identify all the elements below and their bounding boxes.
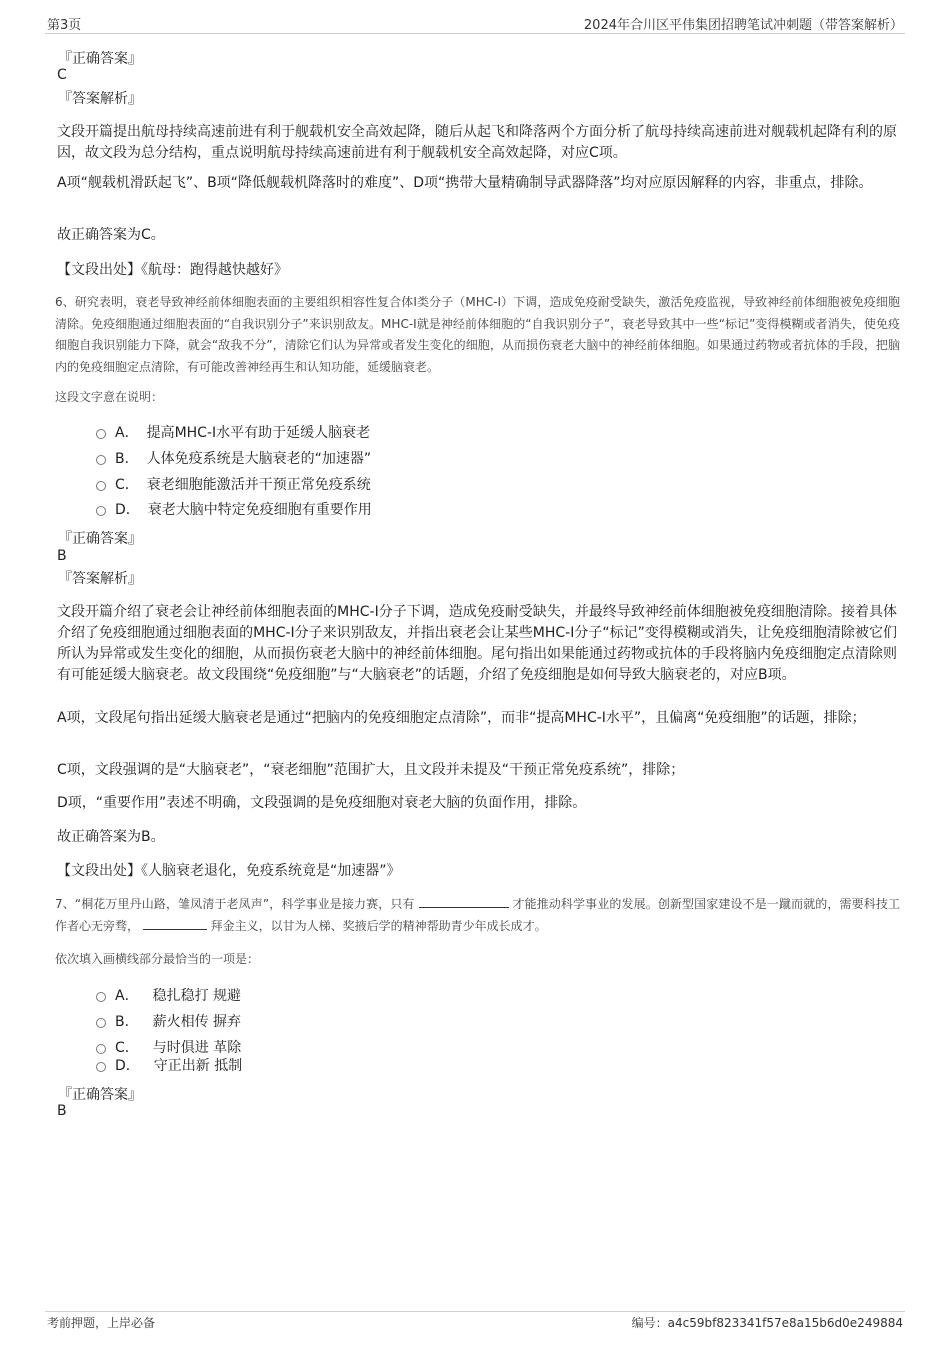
option-letter: C． <box>115 477 139 493</box>
radio-icon[interactable] <box>96 455 106 465</box>
radio-icon[interactable] <box>96 481 106 491</box>
option-letter: C． <box>115 1040 139 1056</box>
option-text: 人体免疫系统是大脑衰老的“加速器” <box>146 451 372 467</box>
option-letter: D． <box>115 502 140 518</box>
q5-analysis-paragraph-1: 文段开篇提出航母持续高速前进有利于舰载机安全高效起降，随后从起飞和降落两个方面分析了航母持续高速前进对舰载机起降有利的原因，故文段为总分结构，重点说明航母持续高速前进有利于舰载机安全高效起降，对应C项。 <box>57 124 897 161</box>
q5-answer: C <box>57 67 67 83</box>
option-text: 与时俱进 革除 <box>152 1040 242 1056</box>
option-text: 守正出新 抵制 <box>153 1058 243 1074</box>
document-code: 编号：a4c59bf823341f57e8a15b6d0e249884 <box>631 1316 903 1330</box>
document-title: 2024年合川区平伟集团招聘笔试冲刺题（带答案解析） <box>583 18 903 33</box>
q6-stem: 6、研究表明，衰老导致神经前体细胞表面的主要组织相容性复合体I类分子（MHC-I）下调，造成免疫耐受缺失，激活免疫监视，导致神经前体细胞被免疫细胞清除。免疫细胞通过细胞表面的“自我识别分子”来识别敌友。MHC-I就是神经前体细胞的“自我识别分子”，衰老导致其中一些“标记”变得模糊或者消失，使免疫细胞自我识别能力下降，就会“敌我不分”，清除它们认为异常或者发生变化的细胞，从而损伤衰老大脑中的神经前体细胞。如果通过药物或者抗体的手段，把脑内的免疫细胞定点清除，有可能改善神经再生和认知功能，延缓脑衰老。 <box>55 295 900 374</box>
q7-stem <box>55 894 900 937</box>
q6-option-a[interactable] <box>96 422 370 442</box>
option-text: 提高MHC-I水平有助于延缓人脑衰老 <box>146 425 371 441</box>
footer-divider <box>45 1311 905 1312</box>
q6-answer: B <box>57 548 67 564</box>
q6-prompt: 这段文字意在说明： <box>55 390 164 404</box>
radio-icon[interactable] <box>96 992 106 1002</box>
radio-icon[interactable] <box>96 1062 106 1072</box>
header-divider <box>45 33 905 34</box>
q5-analysis-paragraph-3: 故正确答案为C。 <box>57 227 165 243</box>
q7-option-a[interactable] <box>96 985 241 1005</box>
q6-option-b[interactable] <box>96 448 371 468</box>
q5-source: 【文段出处】《航母：跑得越快越好》 <box>57 262 288 278</box>
q6-answer-label: 『正确答案』 <box>58 531 142 547</box>
q7-stem-part-1: 7、“桐花万里丹山路，雏凤清于老凤声”，科学事业是接力赛，只有 <box>55 897 415 911</box>
option-letter: D． <box>115 1058 140 1074</box>
q6-option-d[interactable] <box>96 499 372 519</box>
radio-icon[interactable] <box>96 429 106 439</box>
q6-option-c[interactable] <box>96 474 371 494</box>
option-letter: B． <box>115 451 139 467</box>
q5-analysis-paragraph-2: A项“舰载机滑跃起飞”、B项“降低舰载机降落时的难度”、D项“携带大量精确制导武器降落”均对应原因解释的内容，非重点，排除。 <box>57 175 873 191</box>
option-text: 衰老大脑中特定免疫细胞有重要作用 <box>147 502 372 518</box>
q6-analysis-label: 『答案解析』 <box>58 571 142 587</box>
option-text: 稳扎稳打 规避 <box>152 988 242 1004</box>
radio-icon[interactable] <box>96 506 106 516</box>
option-text: 衰老细胞能激活并干预正常免疫系统 <box>146 477 371 493</box>
fill-blank-1 <box>419 895 509 908</box>
q6-analysis-paragraph-5: 故正确答案为B。 <box>57 829 165 845</box>
q6-source: 【文段出处】《人脑衰老退化，免疫系统竟是“加速器”》 <box>57 863 401 879</box>
q7-prompt: 依次填入画横线部分最恰当的一项是： <box>55 952 260 966</box>
q7-stem-part-2: 才能推动科学事业的发展。创新型国家建设不是一蹴而就的，需要科技工作者心无旁骛， <box>55 897 900 933</box>
footer-slogan: 考前押题，上岸必备 <box>47 1316 156 1330</box>
q6-analysis-paragraph-3: C项，文段强调的是“大脑衰老”，“衰老细胞”范围扩大，且文段并未提及“干预正常免疫系统”，排除； <box>57 762 685 778</box>
q7-option-d[interactable] <box>96 1055 242 1075</box>
q6-analysis-paragraph-1: 文段开篇介绍了衰老会让神经前体细胞表面的MHC-I分子下调，造成免疫耐受缺失，并最终导致神经前体细胞被免疫细胞清除。接着具体介绍了免疫细胞通过细胞表面的MHC-I分子来识别敌友，并指出衰老会让某些MHC-I分子“标记”变得模糊或消失，让免疫细胞清除被它们所认为异常或发生变化的细胞，从而损伤衰老大脑中的神经前体细胞。尾句指出如果能通过药物或抗体的手段将脑内免疫细胞定点清除则有可能延缓大脑衰老。故文段围绕“免疫细胞”与“大脑衰老”的话题，介绍了免疫细胞是如何导致大脑衰老的，对应B项。 <box>57 604 897 683</box>
option-text: 薪火相传 摒弃 <box>152 1014 242 1030</box>
page-number: 第3页 <box>47 18 82 33</box>
q5-answer-label: 『正确答案』 <box>58 51 142 67</box>
option-letter: A． <box>115 425 139 441</box>
fill-blank-2 <box>143 917 207 930</box>
q5-analysis-label: 『答案解析』 <box>58 91 142 107</box>
option-letter: A． <box>115 988 139 1004</box>
q7-option-b[interactable] <box>96 1011 241 1031</box>
q7-option-c[interactable] <box>96 1037 241 1057</box>
q7-answer-label: 『正确答案』 <box>58 1087 142 1103</box>
q6-analysis-paragraph-2: A项，文段尾句指出延缓大脑衰老是通过“把脑内的免疫细胞定点清除”，而非“提高MHC-I水平”，且偏离“免疫细胞”的话题，排除； <box>57 710 866 726</box>
q7-stem-part-3: 拜金主义，以甘为人梯、奖掖后学的精神帮助青少年成长成才。 <box>210 918 547 933</box>
option-letter: B． <box>115 1014 139 1030</box>
q7-answer: B <box>57 1103 67 1119</box>
q6-analysis-paragraph-4: D项，“重要作用”表述不明确，文段强调的是免疫细胞对衰老大脑的负面作用，排除。 <box>57 795 587 811</box>
radio-icon[interactable] <box>96 1044 106 1054</box>
radio-icon[interactable] <box>96 1018 106 1028</box>
